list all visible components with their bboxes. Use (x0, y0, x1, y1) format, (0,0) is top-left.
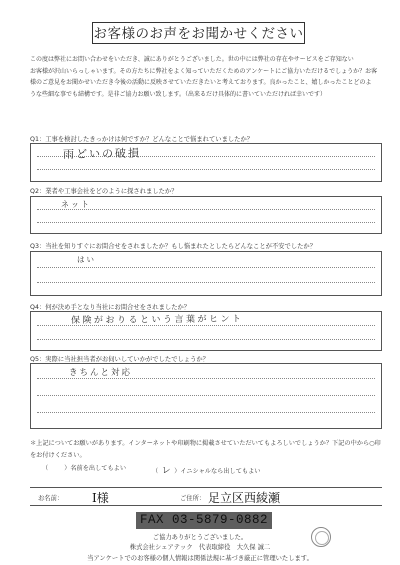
option-label: ）イニシャルなら出してもよい (174, 468, 261, 475)
company-seal-stamp (311, 527, 331, 547)
option-label: ）名前を出してもよい (64, 465, 127, 472)
address-value[interactable]: 足立区西綾瀬 (208, 491, 281, 505)
intro-text (30, 54, 380, 100)
note-line: ＊上記についてお願いがあります。インターネットや印刷物に掲載させていただいてもよろしいでしょうか？下記の中から○印 (30, 440, 381, 447)
intro-line: 様のご意見をお聞かせいただき今後の活動に反映させていただきたいと考えております。良かったこと、嬉しかったことどのよ (30, 79, 372, 86)
answer-line (37, 267, 375, 268)
customer-info-box (30, 487, 382, 506)
answer-line (37, 395, 375, 396)
name-value[interactable]: I様 (92, 491, 109, 505)
thanks-text: ご協力ありがとうございました。 (152, 534, 248, 541)
question-5-label: Q5：実際に当社担当者がお伺いしていかがでしたでしょうか？ (30, 356, 209, 363)
answer-line (37, 378, 375, 379)
answer-3-handwriting: はい (77, 255, 96, 264)
answer-4-handwriting: 保険がおりるという言葉がヒント (70, 314, 244, 326)
question-3-label: Q3：当社を知りすぐにお問合せをされましたか？もし悩まれたとしたらどんなことが不安でしたか？ (30, 243, 317, 250)
question-2-label: Q2：業者や工事会社をどのように探されましたか？ (30, 188, 178, 195)
answer-line (37, 222, 375, 223)
answer-line (37, 412, 375, 413)
note-line: をお付けください。 (30, 452, 86, 459)
answer-line (37, 282, 375, 283)
privacy-footer: 当アンケートでのお客様の個人情報は関係法規に基づき厳正に管理いたします。 (87, 555, 313, 562)
answer-box-3[interactable] (30, 251, 382, 296)
intro-line: この度は弊社にお問い合わせをいただき、誠にありがとうございました。世の中には弊社の存在やサービスをご存知ない (30, 56, 354, 63)
answer-2-handwriting: ネット (61, 200, 91, 209)
answer-1-handwriting: 雨どいの破損 (62, 146, 142, 161)
intro-line: お客様が沢山いらっしゃいます。その方たちに弊社をよく知っていただくためのアンケートにご協力いただけるでしょうか？お客 (30, 67, 378, 75)
option-full-name[interactable] (42, 463, 126, 472)
answer-box-2[interactable] (30, 196, 382, 234)
page-title: お客様のお声をお聞かせください (92, 22, 305, 44)
question-1-label: Q1：工事を検討したきっかけは何ですか？どんなことで悩まれていましたか？ (30, 136, 254, 143)
answer-box-4[interactable] (30, 311, 382, 351)
intro-line: うな些細な事でも結構です。是非ご協力お願い致します。（出来るだけ具体的に書いていただければ幸いです） (30, 90, 327, 98)
question-4-label: Q4：何が決め手となり当社にお問合せをされましたか？ (30, 304, 191, 311)
option-bracket: （ (42, 465, 49, 472)
option-bracket: （ (152, 468, 159, 475)
option-initials[interactable] (152, 463, 260, 476)
answer-box-5[interactable] (30, 363, 382, 429)
name-label: お名前： (38, 495, 64, 502)
check-mark: レ (161, 466, 171, 476)
fax-number: FAX 03-5879-0882 (136, 512, 272, 529)
answer-line (37, 169, 375, 170)
publication-request-note (30, 438, 380, 462)
address-label: ご住所： (180, 495, 206, 502)
answer-box-1[interactable] (30, 143, 382, 182)
answer-line (37, 339, 375, 340)
answer-5-handwriting: きちんと対応 (69, 368, 133, 378)
company-signature: 株式会社シェアテック 代表取締役 大久保 誠二 (129, 544, 271, 551)
